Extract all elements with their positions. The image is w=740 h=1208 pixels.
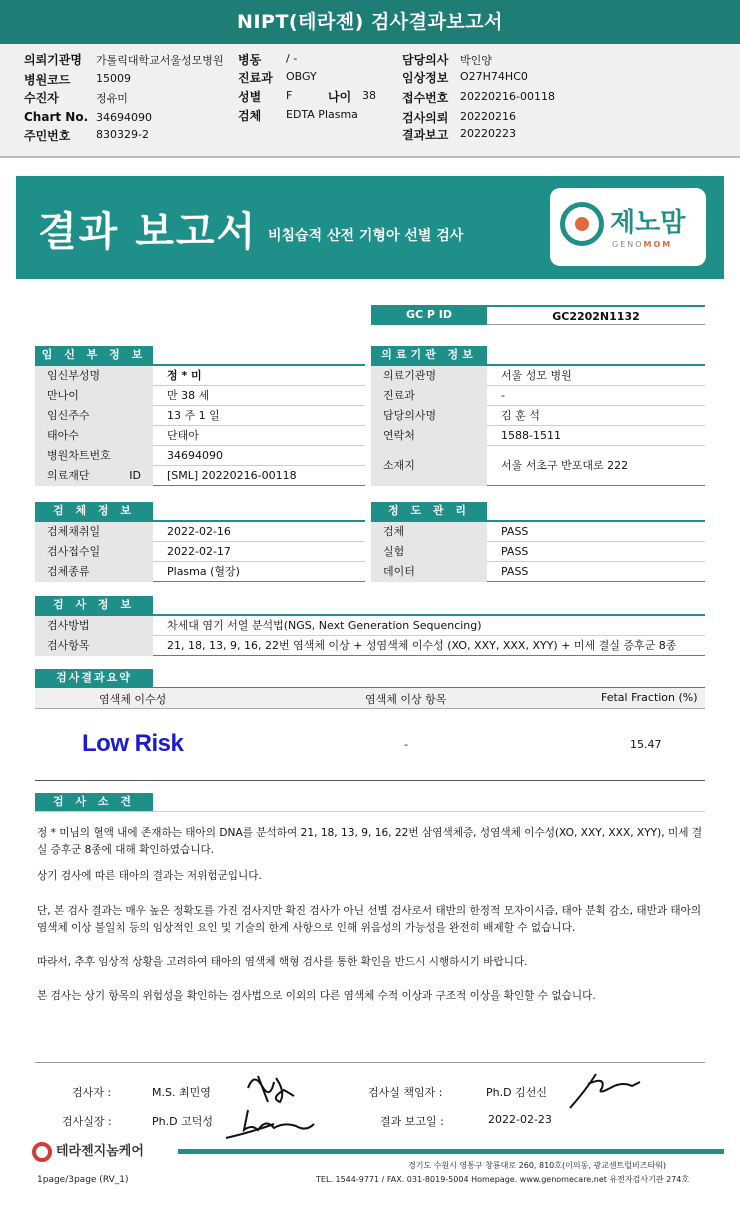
row-specimen-type: 검체종류 Plasma (혈장) bbox=[35, 562, 365, 582]
summary-header-fetal-fraction: Fetal Fraction (%) bbox=[601, 691, 698, 704]
patient-info-box bbox=[0, 44, 740, 158]
info-ward: 병동 / - bbox=[238, 52, 298, 67]
info-specimen: 검체 EDTA Plasma bbox=[238, 108, 358, 123]
info-attending-doctor: 담당의사 박인양 bbox=[402, 53, 492, 67]
test-section-title: 검 사 정 보 bbox=[35, 596, 153, 614]
row-contact: 연락처 1588-1511 bbox=[371, 426, 705, 446]
row-doctor-name: 담당의사명 김 훈 석 bbox=[371, 406, 705, 426]
info-report-date: 결과보고 20220223 bbox=[402, 127, 516, 142]
row-pregnant-name: 임신부성명 정 * 미 bbox=[35, 366, 365, 386]
lab-manager-name: Ph.D 김선신 bbox=[486, 1086, 547, 1099]
row-foundation-id: 의료재단 ID [SML] 20220216-00118 bbox=[35, 466, 365, 486]
banner-subtitle: 비침습적 산전 기형아 선별 검사 bbox=[268, 228, 464, 244]
lab-manager-signature bbox=[566, 1068, 646, 1112]
info-sex: 성별 F bbox=[238, 89, 293, 104]
institution-section-title: 의료기관 정보 bbox=[371, 346, 487, 364]
lab-head-label: 검사실장 : bbox=[62, 1115, 112, 1128]
summary-header-abnormal: 염색체 이상 항목 bbox=[365, 693, 447, 706]
info-hospital-code: 병원코드 15009 bbox=[24, 72, 131, 87]
info-patient-name: 수진자 정유미 bbox=[24, 91, 128, 105]
company-address: 경기도 수원시 영통구 창룡대로 260, 810호(이의동, 광교센트럴비즈타워) bbox=[408, 1161, 667, 1170]
opinion-section-title: 검 사 소 견 bbox=[35, 793, 153, 811]
summary-header bbox=[35, 688, 705, 709]
opinion-paragraph-1: 정 * 미님의 혈액 내에 존재하는 태아의 DNA를 분석하여 21, 18, 13, 9, 16, 22번 삼염색체증, 성염색체 이수성(XO, XXY, XXX, XYY), 미세 결실 증후군 8종에 대해 확인하였습니다. bbox=[37, 827, 703, 856]
genomom-logo: 제노맘 GENOMOM bbox=[550, 188, 706, 266]
lab-manager-label: 검사실 책임자 : bbox=[368, 1086, 443, 1099]
banner-title: 결과 보고서 bbox=[38, 209, 258, 255]
row-qc-experiment: 실험 PASS bbox=[371, 542, 705, 562]
summary-header-aneuploidy: 염색체 이수성 bbox=[99, 693, 167, 706]
row-age: 만나이 만 38 세 bbox=[35, 386, 365, 406]
row-fetus-count: 태아수 단태아 bbox=[35, 426, 365, 446]
opinion-paragraph-4: 따라서, 추후 임상적 상황을 고려하여 태아의 염색체 핵형 검사를 통한 확인을 반드시 시행하시기 바랍니다. bbox=[37, 956, 528, 968]
gcp-id-label: GC P ID bbox=[371, 305, 487, 325]
genomom-logo-icon bbox=[560, 202, 604, 246]
info-request-date: 검사의뢰 20220216 bbox=[402, 110, 516, 125]
opinion-paragraph-2: 상기 검사에 따른 태아의 결과는 저위험군입니다. bbox=[37, 870, 262, 882]
company-contact: TEL. 1544-9771 / FAX. 031-8019-5004 Homepage. www.genomecare.net 유전자검사기관 274호 bbox=[316, 1175, 690, 1184]
row-qc-specimen: 검체 PASS bbox=[371, 522, 705, 542]
result-abnormal-item: - bbox=[404, 738, 408, 751]
company-logo-icon bbox=[32, 1142, 52, 1162]
opinion-paragraph-5: 본 검사는 상기 항목의 위험성을 확인하는 검사법으로 이외의 다른 염색체 수적 이상과 구조적 이상을 확인할 수 없습니다. bbox=[37, 990, 596, 1002]
qc-section-title: 정 도 관 리 bbox=[371, 502, 487, 520]
report-date-label: 결과 보고일 : bbox=[380, 1115, 444, 1128]
summary-section-title: 검사결과요약 bbox=[35, 669, 153, 687]
row-qc-data: 데이터 PASS bbox=[371, 562, 705, 582]
info-clinical-info: 임상정보 O27H74HC0 bbox=[402, 70, 528, 85]
row-institution-name: 의료기관명 서울 성모 병원 bbox=[371, 366, 705, 386]
report-date-value: 2022-02-23 bbox=[488, 1113, 552, 1126]
specimen-section-title: 검 체 정 보 bbox=[35, 502, 153, 520]
tester-signature bbox=[240, 1068, 300, 1108]
opinion-paragraph-3: 단, 본 검사 결과는 매우 높은 정확도를 가진 검사지만 확진 검사가 아닌 선별 검사로서 태반의 한정적 모자이시즘, 태아 분획 감소, 태반과 태아의 염색체 이상 불일치 등의 임상적인 요인 및 기술의 한계 사항으로 인해 위음성의 가능성을 완전히 배제할 수 없습니다. bbox=[37, 905, 702, 934]
row-test-method: 검사방법 차세대 염기 서열 분석법(NGS, Next Generation Sequencing) bbox=[35, 616, 705, 636]
row-gestational-week: 임신주수 13 주 1 일 bbox=[35, 406, 365, 426]
row-test-items: 검사항목 21, 18, 13, 9, 16, 22번 염색체 이상 + 성염색체 이수성 (XO, XXY, XXX, XYY) + 미세 결실 증후군 8종 bbox=[35, 636, 705, 656]
page-indicator: 1page/3page (RV_1) bbox=[37, 1175, 129, 1185]
info-receipt-no: 접수번호 20220216-00118 bbox=[402, 90, 555, 105]
tester-name: M.S. 최민영 bbox=[152, 1086, 211, 1099]
result-fetal-fraction: 15.47 bbox=[630, 738, 662, 751]
company-logo: 테라젠지놈케어 bbox=[32, 1140, 144, 1162]
lab-head-name: Ph.D 고덕성 bbox=[152, 1115, 213, 1128]
pregnant-section-title: 임 신 부 정 보 bbox=[35, 346, 153, 364]
lab-head-signature bbox=[222, 1104, 318, 1146]
info-resident-no: 주민번호 830329-2 bbox=[24, 128, 149, 143]
report-banner bbox=[16, 176, 724, 279]
info-requesting-institution: 의뢰기관명 가톨릭대학교서울성모병원 bbox=[24, 53, 224, 67]
info-department: 진료과 OBGY bbox=[238, 70, 317, 85]
row-location: 소재지 서울 서초구 반포대로 222 bbox=[371, 446, 705, 486]
info-age: 나이 38 bbox=[328, 89, 376, 104]
row-hospital-chart-no: 병원차트번호 34694090 bbox=[35, 446, 365, 466]
gcp-id-value: GC2202N1132 bbox=[487, 305, 705, 325]
row-collection-date: 검체채취일 2022-02-16 bbox=[35, 522, 365, 542]
info-chart-no: Chart No. 34694090 bbox=[24, 110, 152, 124]
row-department: 진료과 - bbox=[371, 386, 705, 406]
result-low-risk: Low Risk bbox=[82, 730, 184, 757]
tester-label: 검사자 : bbox=[72, 1086, 112, 1099]
row-receipt-date: 검사접수일 2022-02-17 bbox=[35, 542, 365, 562]
report-title: NIPT(테라젠) 검사결과보고서 bbox=[0, 0, 740, 44]
